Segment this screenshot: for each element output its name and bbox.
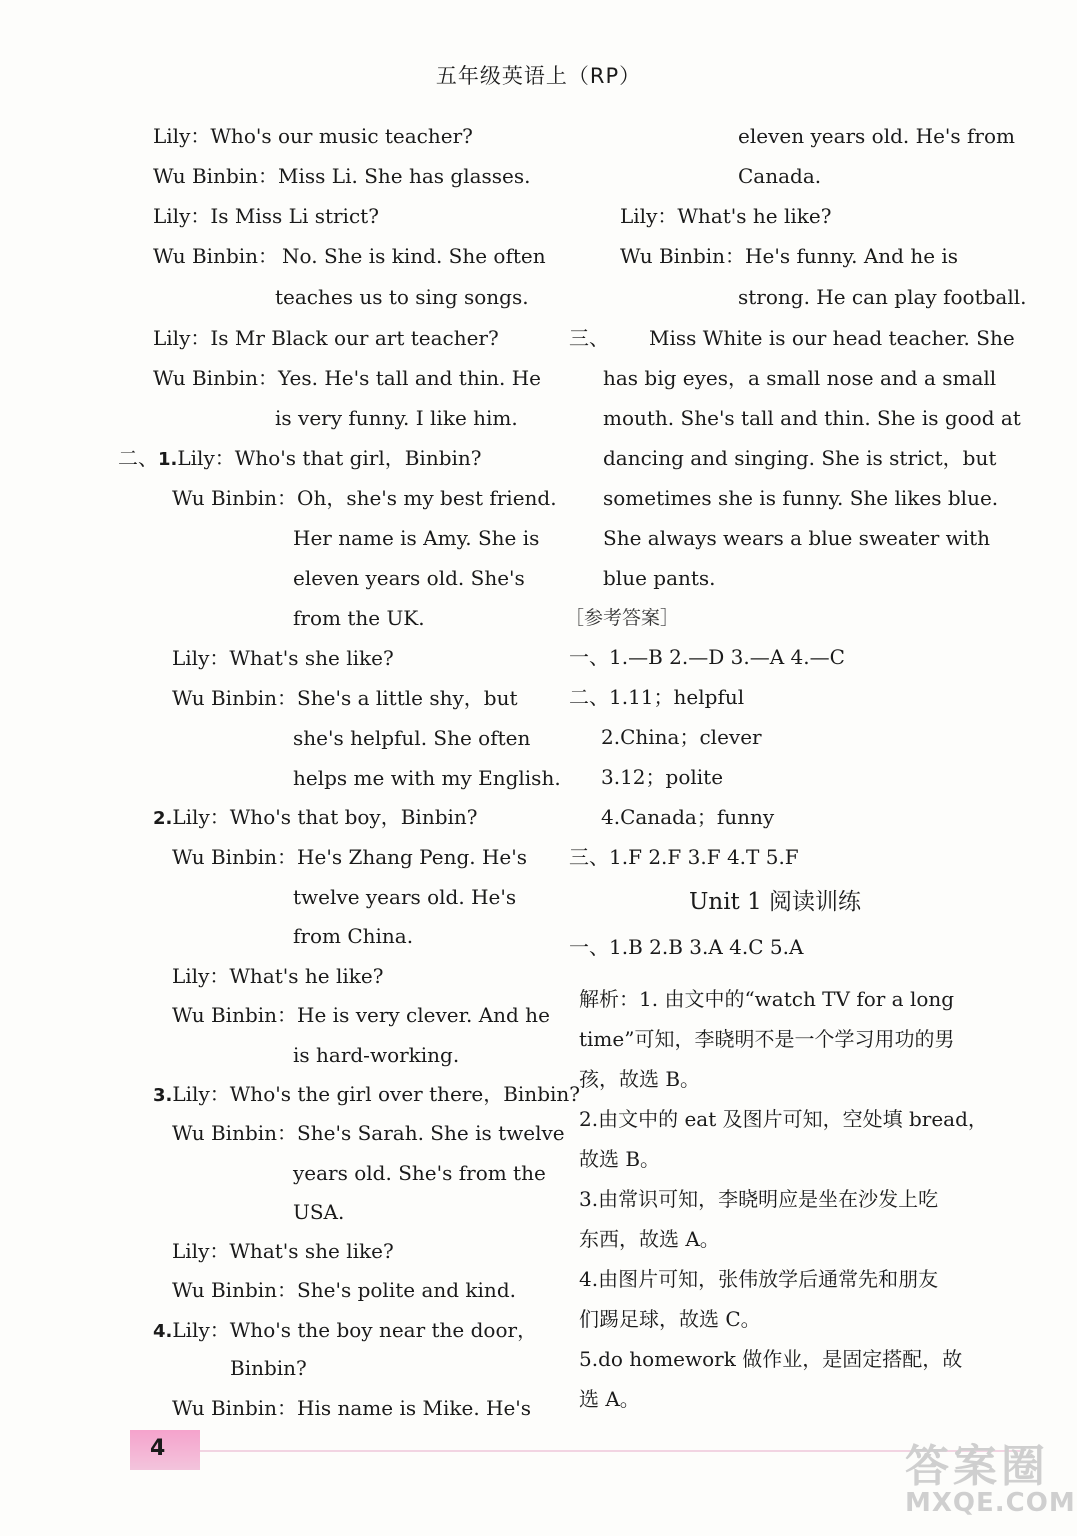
dialogue-line: Wu Binbin：He's Zhang Peng. He's (172, 845, 528, 869)
explanation-line: 2.由文中的 eat 及图片可知，空处填 bread， (579, 1107, 988, 1131)
explanation-line: 故选 B。 (579, 1147, 661, 1171)
dialogue-line: Wu Binbin：Yes. He's tall and thin. He (153, 366, 541, 390)
dialogue-continuation: twelve years old. He's (293, 885, 517, 909)
answer-line: 二、1.11；helpful (569, 685, 745, 709)
dialogue-continuation: eleven years old. He's from (738, 124, 1016, 148)
dialogue-continuation: helps me with my English. (293, 766, 561, 790)
passage-line: dancing and singing. She is strict，but (603, 446, 997, 470)
section-3-passage-first-line: 三、 Miss White is our head teacher. She (569, 326, 1015, 350)
explanation-line: 3.由常识可知，李晓明应是坐在沙发上吃 (579, 1187, 939, 1211)
dialogue-continuation: is hard-working. (293, 1043, 460, 1067)
watermark-url: MXQE.COM (905, 1488, 1076, 1518)
dialogue-continuation: strong. He can play football. (738, 285, 1027, 309)
page-header-title: 五年级英语上（RP） (435, 64, 642, 88)
dialogue-continuation: USA. (293, 1200, 345, 1224)
dialogue-continuation: teaches us to sing songs. (275, 285, 529, 309)
passage-line: She always wears a blue sweater with (603, 526, 991, 550)
page-number: 4 (150, 1436, 166, 1461)
dialogue-line: Wu Binbin：His name is Mike. He's (172, 1396, 532, 1420)
section-2-item-4: 4.Lily：Who's the boy near the door， (153, 1318, 538, 1342)
explanation-line: 孩，故选 B。 (579, 1067, 701, 1091)
reference-answer-heading: ［参考答案］ (565, 607, 680, 629)
dialogue-line: Wu Binbin：Miss Li. She has glasses. (153, 164, 531, 188)
dialogue-line: Wu Binbin：She's polite and kind. (172, 1278, 516, 1302)
watermark-logo (895, 1430, 1076, 1525)
unit-heading: Unit 1 阅读训练 (689, 889, 862, 915)
dialogue-line: Lily：Who's our music teacher? (153, 124, 473, 148)
section-2-item-2: 2.Lily：Who's that boy，Binbin? (153, 805, 478, 829)
section-2-item-3: 3.Lily：Who's the girl over there，Binbin? (153, 1082, 580, 1106)
dialogue-line: Wu Binbin：She's a little shy，but (172, 686, 518, 710)
dialogue-continuation: Canada. (738, 164, 822, 188)
explanation-line: 5.do homework 做作业，是固定搭配，故 (579, 1347, 963, 1371)
passage-line: blue pants. (603, 566, 716, 590)
dialogue-continuation: years old. She's from the (293, 1161, 546, 1185)
dialogue-line: Wu Binbin：He's funny. And he is (620, 244, 959, 268)
dialogue-line: Lily：Is Mr Black our art teacher? (153, 326, 499, 350)
dialogue-continuation: she's helpful. She often (293, 726, 531, 750)
dialogue-line: Wu Binbin：She's Sarah. She is twelve (172, 1121, 565, 1145)
answer-line: 3.12；polite (601, 765, 724, 789)
answer-line: 2.China；clever (601, 725, 762, 749)
passage-line: has big eyes，a small nose and a small (603, 366, 997, 390)
dialogue-line: Lily：What's she like? (172, 646, 394, 670)
passage-line: sometimes she is funny. She likes blue. (603, 486, 999, 510)
answer-line: 4.Canada；funny (601, 805, 775, 829)
dialogue-line: Lily：What's he like? (620, 204, 832, 228)
dialogue-line: Wu Binbin： No. She is kind. She often (153, 244, 546, 268)
dialogue-line: Wu Binbin：Oh，she's my best friend. (172, 486, 557, 510)
dialogue-line: Lily：Is Miss Li strict? (153, 204, 379, 228)
dialogue-continuation: eleven years old. She's (293, 566, 525, 590)
passage-line: mouth. She's tall and thin. She is good at (603, 406, 1021, 430)
dialogue-continuation: is very funny. I like him. (275, 406, 518, 430)
dialogue-line: Wu Binbin：He is very clever. And he (172, 1003, 550, 1027)
explanation-line: 们踢足球，故选 C。 (579, 1307, 761, 1331)
explanation-line: time”可知，李晓明不是一个学习用功的男 (579, 1027, 955, 1051)
explanation-line: 选 A。 (579, 1387, 640, 1411)
watermark-text: 答案圈 (905, 1441, 1049, 1492)
dialogue-line: Lily：What's he like? (172, 964, 384, 988)
explanation-line: 解析：1. 由文中的“watch TV for a long (579, 987, 955, 1011)
answer-line: 三、1.F 2.F 3.F 4.T 5.F (569, 845, 799, 869)
answer-line: 一、1.B 2.B 3.A 4.C 5.A (569, 935, 804, 959)
section-2-item-1: 二、1.Lily：Who's that girl，Binbin? (118, 446, 482, 470)
dialogue-line: Lily：What's she like? (172, 1239, 394, 1263)
dialogue-continuation: Binbin? (230, 1356, 307, 1380)
explanation-line: 东西，故选 A。 (579, 1227, 720, 1251)
explanation-line: 4.由图片可知，张伟放学后通常先和朋友 (579, 1267, 939, 1291)
dialogue-continuation: from the UK. (293, 606, 425, 630)
dialogue-continuation: from China. (293, 924, 414, 948)
dialogue-continuation: Her name is Amy. She is (293, 526, 540, 550)
answer-line: 一、1.—B 2.—D 3.—A 4.—C (569, 645, 845, 669)
